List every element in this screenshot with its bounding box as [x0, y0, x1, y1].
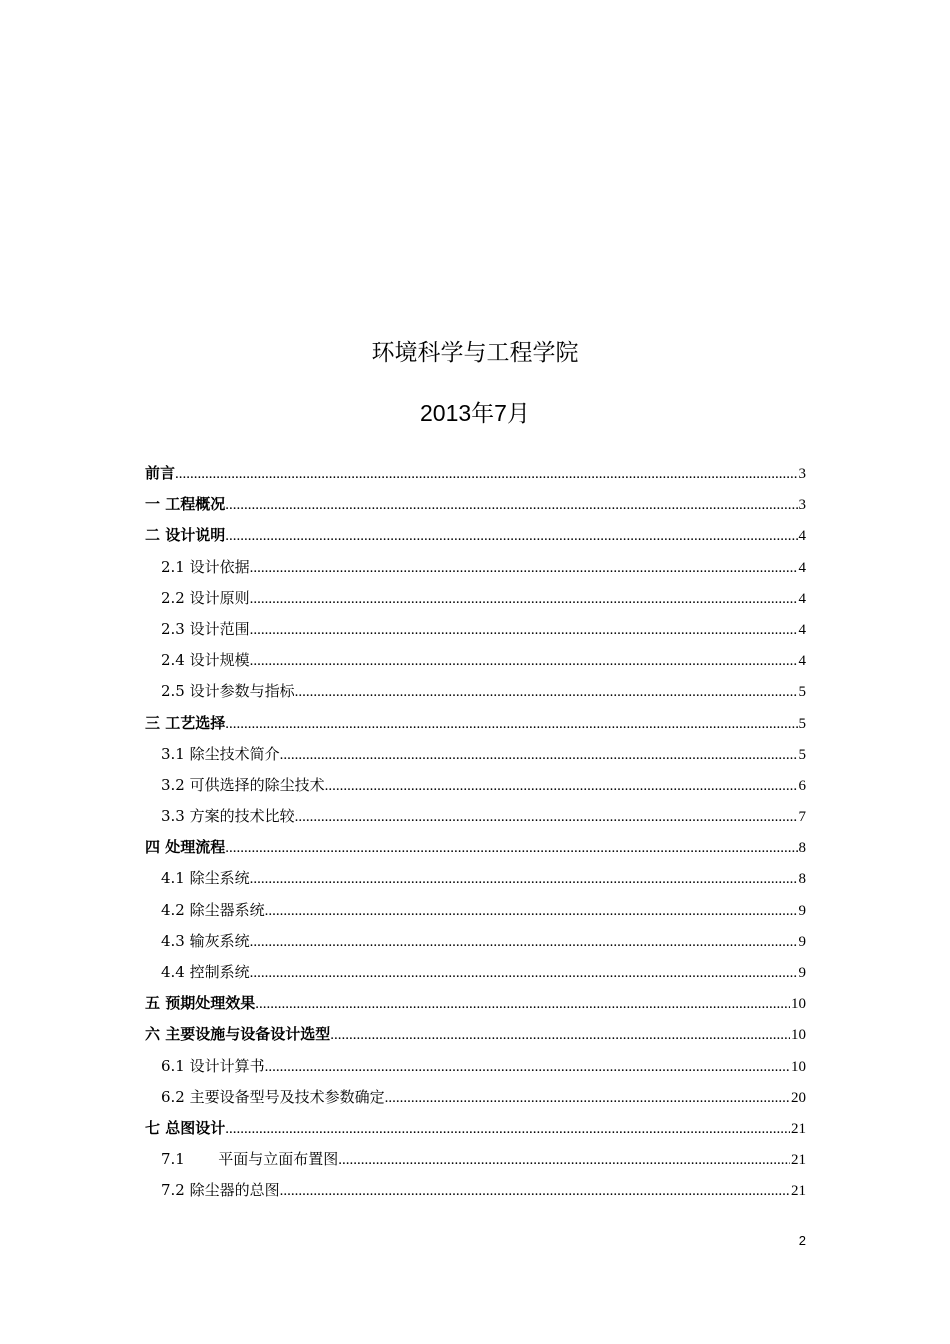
- toc-entry[interactable]: [145, 957, 806, 988]
- toc-dot-leader: [250, 958, 798, 988]
- toc-entry[interactable]: [145, 552, 806, 583]
- toc-entry-title: 五 预期处理效果: [145, 994, 256, 1013]
- toc-entry[interactable]: [145, 832, 806, 863]
- toc-entry[interactable]: [145, 801, 806, 832]
- toc-entry[interactable]: [145, 1082, 806, 1113]
- page-number: 2: [798, 1233, 806, 1248]
- toc-dot-leader: [265, 1052, 790, 1082]
- toc-entry[interactable]: [145, 614, 806, 645]
- toc-entry-page: 3: [798, 466, 806, 482]
- toc-entry-page: 4: [798, 621, 806, 638]
- toc-entry-page: 9: [798, 933, 806, 950]
- toc-entry-page: 21: [791, 1120, 806, 1137]
- toc-entry[interactable]: [145, 489, 806, 520]
- institution-name: 环境科学与工程学院: [371, 340, 579, 366]
- toc-entry-title: 2.3 设计范围: [161, 619, 250, 638]
- toc-entry-page: 21: [791, 1183, 806, 1200]
- toc-entry-page: 21: [791, 1152, 806, 1169]
- toc-entry-page: 7: [798, 809, 806, 826]
- toc-dot-leader: [225, 833, 797, 863]
- toc-entry-title: 7.2 除尘器的总图: [161, 1181, 280, 1200]
- toc-entry-title: 前言: [145, 464, 176, 482]
- toc-dot-leader: [385, 1083, 790, 1113]
- toc-entry[interactable]: [145, 645, 806, 676]
- toc-dot-leader: [250, 553, 798, 583]
- toc-entry-title: 3.1 除尘技术简介: [161, 744, 280, 763]
- toc-entry-title: 4.1 除尘系统: [161, 869, 250, 888]
- toc-entry-page: 4: [798, 528, 806, 545]
- toc-entry-page: 8: [798, 840, 806, 857]
- toc-entry-title: 3.3 方案的技术比较: [161, 807, 295, 826]
- toc-entry-title: 七 总图设计: [145, 1118, 226, 1137]
- toc-dot-leader: [225, 521, 797, 551]
- toc-dot-leader: [338, 1145, 790, 1175]
- toc-entry[interactable]: [145, 770, 806, 801]
- toc-entry-title: 六 主要设施与设备设计选型: [145, 1025, 331, 1044]
- toc-dot-leader: [250, 615, 798, 645]
- toc-dot-leader: [250, 646, 798, 676]
- toc-entry[interactable]: [145, 1051, 806, 1082]
- toc-dot-leader: [280, 740, 798, 770]
- toc-dot-leader: [330, 1020, 790, 1050]
- toc-dot-leader: [225, 490, 797, 520]
- toc-dot-leader: [255, 989, 790, 1019]
- toc-entry-page: 9: [798, 902, 806, 919]
- toc-entry[interactable]: [145, 739, 806, 770]
- toc-entry[interactable]: [145, 988, 806, 1019]
- toc-dot-leader: [250, 927, 798, 957]
- toc-entry-title: 2.2 设计原则: [161, 588, 250, 607]
- toc-entry[interactable]: [145, 676, 806, 707]
- toc-entry-title: 7.1 平面与立面布置图: [161, 1150, 339, 1169]
- toc-dot-leader: [175, 459, 797, 489]
- toc-entry-title: 3.2 可供选择的除尘技术: [161, 775, 325, 794]
- toc-entry-title: 三 工艺选择: [145, 713, 226, 732]
- toc-entry[interactable]: [145, 520, 806, 551]
- toc-entry-page: 4: [798, 559, 806, 576]
- toc-entry-title: 二 设计说明: [145, 526, 226, 545]
- toc-entry[interactable]: [145, 863, 806, 894]
- toc-entry-page: 8: [798, 871, 806, 888]
- toc-entry[interactable]: [145, 708, 806, 739]
- toc-entry-title: 6.1 设计计算书: [161, 1056, 265, 1075]
- toc-entry[interactable]: [145, 1144, 806, 1175]
- toc-entry-page: 10: [791, 1027, 806, 1044]
- toc-entry-title: 四 处理流程: [145, 838, 226, 857]
- toc-dot-leader: [250, 864, 798, 894]
- toc-dot-leader: [295, 802, 798, 832]
- toc-entry-page: 9: [798, 965, 806, 981]
- toc-entry-page: 4: [798, 590, 806, 607]
- toc-entry-page: 10: [791, 996, 806, 1013]
- toc-entry-page: 3: [798, 497, 806, 514]
- toc-entry-title: 4.3 输灰系统: [161, 931, 250, 950]
- toc-entry-page: 5: [798, 715, 806, 732]
- toc-entry-title: 6.2 主要设备型号及技术参数确定: [161, 1087, 385, 1106]
- toc-entry[interactable]: [145, 458, 806, 489]
- toc-entry-page: 10: [791, 1058, 806, 1075]
- toc-dot-leader: [295, 677, 798, 707]
- toc-entry-title: 2.4 设计规模: [161, 651, 250, 670]
- toc-entry-page: 5: [798, 684, 806, 701]
- toc-entry-title: 2.1 设计依据: [161, 557, 250, 576]
- toc-entry[interactable]: [145, 1175, 806, 1206]
- toc-entry-page: 4: [798, 653, 806, 670]
- toc-entry[interactable]: [145, 926, 806, 957]
- toc-dot-leader: [225, 709, 797, 739]
- toc-entry[interactable]: [145, 583, 806, 614]
- toc-entry-title: 2.5 设计参数与指标: [161, 682, 295, 701]
- toc-dot-leader: [225, 1114, 790, 1144]
- toc-entry-title: 一 工程概况: [145, 495, 226, 514]
- toc-entry[interactable]: [145, 895, 806, 926]
- table-of-contents: [145, 458, 806, 1207]
- toc-dot-leader: [280, 1176, 790, 1206]
- toc-dot-leader: [265, 896, 798, 926]
- toc-entry-page: 5: [798, 746, 806, 763]
- report-date: 2013年7月: [420, 400, 530, 426]
- toc-entry-page: 6: [798, 777, 806, 794]
- toc-entry[interactable]: [145, 1113, 806, 1144]
- toc-entry-page: 20: [791, 1089, 806, 1106]
- toc-dot-leader: [325, 771, 798, 801]
- toc-dot-leader: [250, 584, 798, 614]
- toc-entry-title: 4.4 控制系统: [161, 963, 250, 981]
- toc-entry[interactable]: [145, 1019, 806, 1050]
- toc-entry-title: 4.2 除尘器系统: [161, 900, 265, 919]
